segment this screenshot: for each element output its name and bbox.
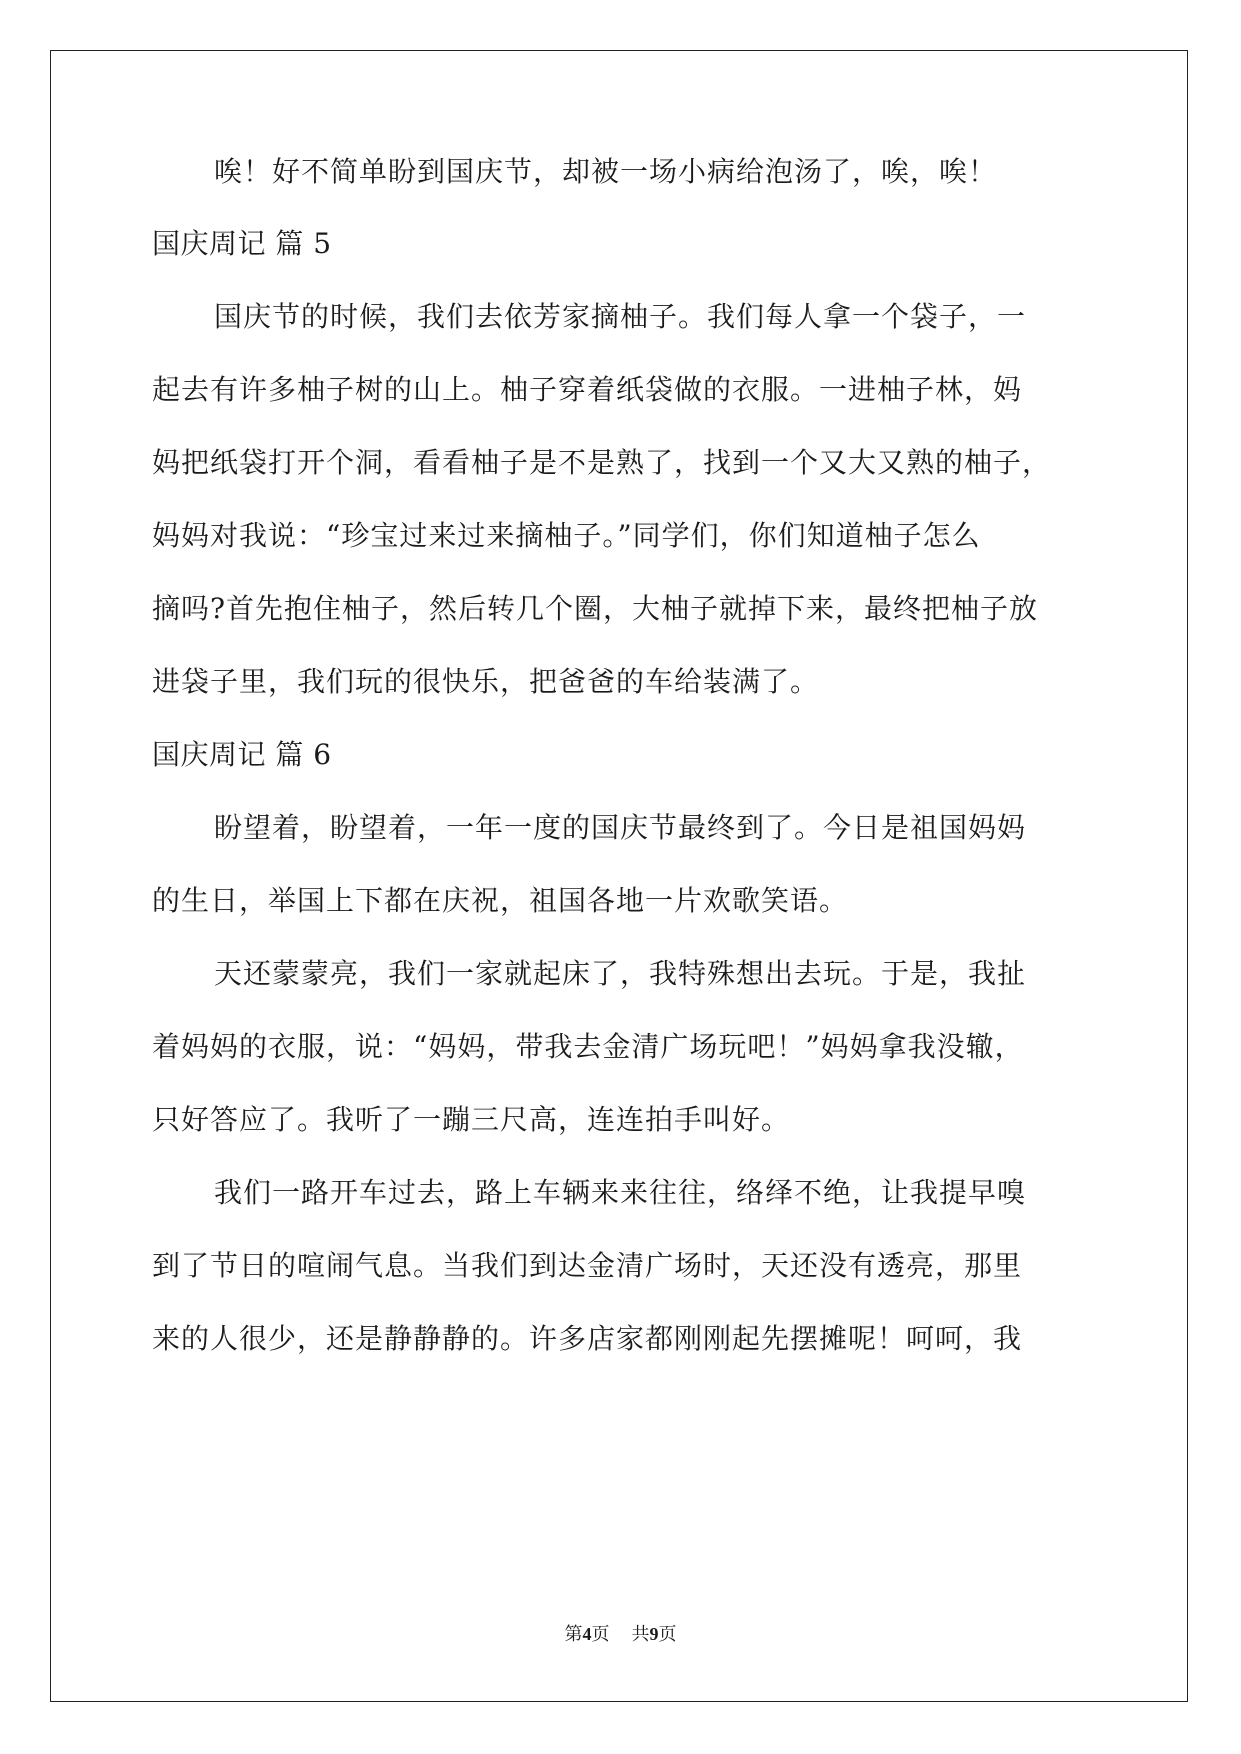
paragraph-line: 起去有许多柚子树的山上。柚子穿着纸袋做的衣服。一进柚子林，妈 <box>152 373 1023 406</box>
paragraph-line: 妈妈对我说：“珍宝过来过来摘柚子。”同学们，你们知道柚子怎么 <box>152 519 981 552</box>
paragraph-line: 唉！好不简单盼到国庆节，却被一场小病给泡汤了，唉，唉！ <box>214 155 998 188</box>
page-footer <box>0 1622 1241 1647</box>
paragraph-line: 盼望着，盼望着，一年一度的国庆节最终到了。今日是祖国妈妈 <box>214 811 1027 844</box>
paragraph-line: 进袋子里，我们玩的很快乐，把爸爸的车给装满了。 <box>152 665 820 698</box>
paragraph-line: 的生日，举国上下都在庆祝，祖国各地一片欢歌笑语。 <box>152 884 849 917</box>
section-heading: 国庆周记 篇 5 <box>152 227 332 260</box>
page-label-prefix: 第 <box>564 1624 583 1645</box>
total-label-prefix: 共 <box>631 1624 650 1645</box>
section-heading: 国庆周记 篇 6 <box>152 738 332 771</box>
total-label-suffix: 页 <box>658 1624 677 1645</box>
paragraph-line: 只好答应了。我听了一蹦三尺高，连连拍手叫好。 <box>152 1103 791 1136</box>
paragraph-line: 我们一路开车过去，路上车辆来来往往，络绎不绝，让我提早嗅 <box>214 1176 1027 1209</box>
paragraph-line: 着妈妈的衣服，说：“妈妈，带我去金清广场玩吧！”妈妈拿我没辙， <box>152 1030 1024 1063</box>
paragraph-line: 天还蒙蒙亮，我们一家就起床了，我特殊想出去玩。于是，我扯 <box>214 957 1027 990</box>
current-page-number: 4 <box>582 1624 592 1644</box>
paragraph-line: 摘吗?首先抱住柚子，然后转几个圈，大柚子就掉下来，最终把柚子放 <box>152 592 1039 625</box>
page-label-suffix: 页 <box>591 1624 610 1645</box>
paragraph-line: 到了节日的喧闹气息。当我们到达金清广场时，天还没有透亮，那里 <box>152 1249 1023 1282</box>
total-page-number: 9 <box>649 1624 659 1644</box>
paragraph-line: 国庆节的时候，我们去依芳家摘柚子。我们每人拿一个袋子，一 <box>214 300 1027 333</box>
paragraph-line: 妈把纸袋打开个洞，看看柚子是不是熟了，找到一个又大又熟的柚子， <box>152 446 1052 479</box>
paragraph-line: 来的人很少，还是静静静的。许多店家都刚刚起先摆摊呢！呵呵，我 <box>152 1322 1023 1355</box>
